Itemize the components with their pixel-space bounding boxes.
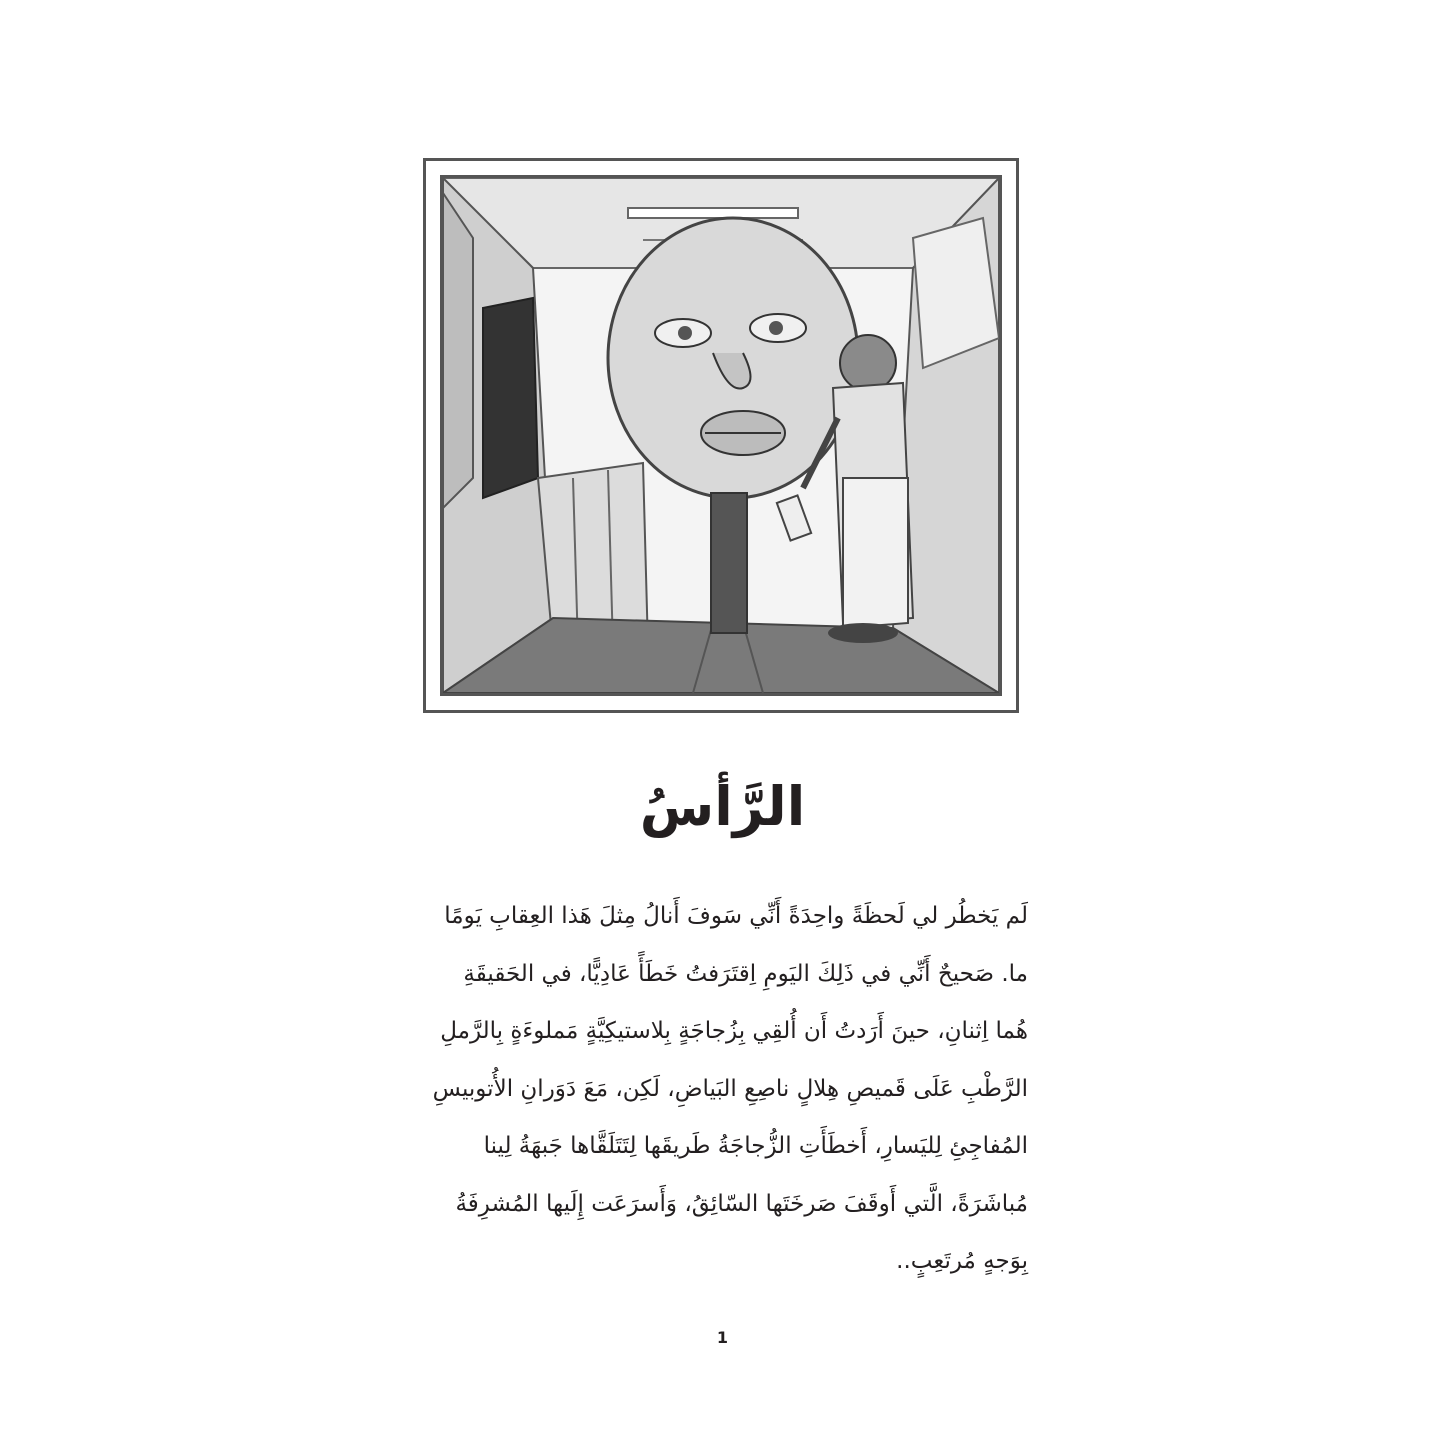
body-line: لَم يَخطُر لي لَحظَةً واحِدَةً أَنِّي سَوفَ أَنالُ مِثلَ هَذا العِقابِ يَومًا	[444, 903, 1028, 929]
body-line: مُباشَرَةً، الَّتي أَوقَفَ صَرخَتَها السّائِقُ، وَأَسرَعَت إِلَيها المُشرِفَةُ	[455, 1190, 1028, 1217]
page-number: 1	[716, 1328, 729, 1347]
chapter-title: الرَّأسُ	[639, 775, 806, 838]
body-line: الرَّطْبِ عَلَى قَميصِ هِلالٍ ناصِعِ البَياضِ، لَكِن، مَعَ دَوَرانِ الأُتوبيسِ	[432, 1075, 1028, 1102]
body-line: ما. صَحيحٌ أَنِّي في ذَلِكَ اليَومِ اِقتَرَفتُ خَطَأً عَادِيًّا، في الحَقيقَةِ	[463, 960, 1028, 987]
body-line: هُما اِثنانِ، حينَ أَرَدتُ أَن أُلقِي بِزُجاجَةٍ بِلاستيكِيَّةٍ مَملوءَةٍ بِالرَّملِ	[440, 1018, 1028, 1044]
illustration-frame-outer	[423, 158, 1019, 713]
body-line: المُفاجِئِ لِليَسارِ، أَخطَأَتِ الزُّجاجَةُ طَريقَها لِتَتَلَقَّاها جَبهَةُ لِينا	[483, 1133, 1028, 1159]
illustration-image	[443, 178, 999, 693]
body-line: بِوَجهٍ مُرتَعِبٍ..	[896, 1248, 1028, 1274]
body-paragraph	[413, 888, 1028, 1291]
illustration-frame-inner	[440, 175, 1002, 696]
